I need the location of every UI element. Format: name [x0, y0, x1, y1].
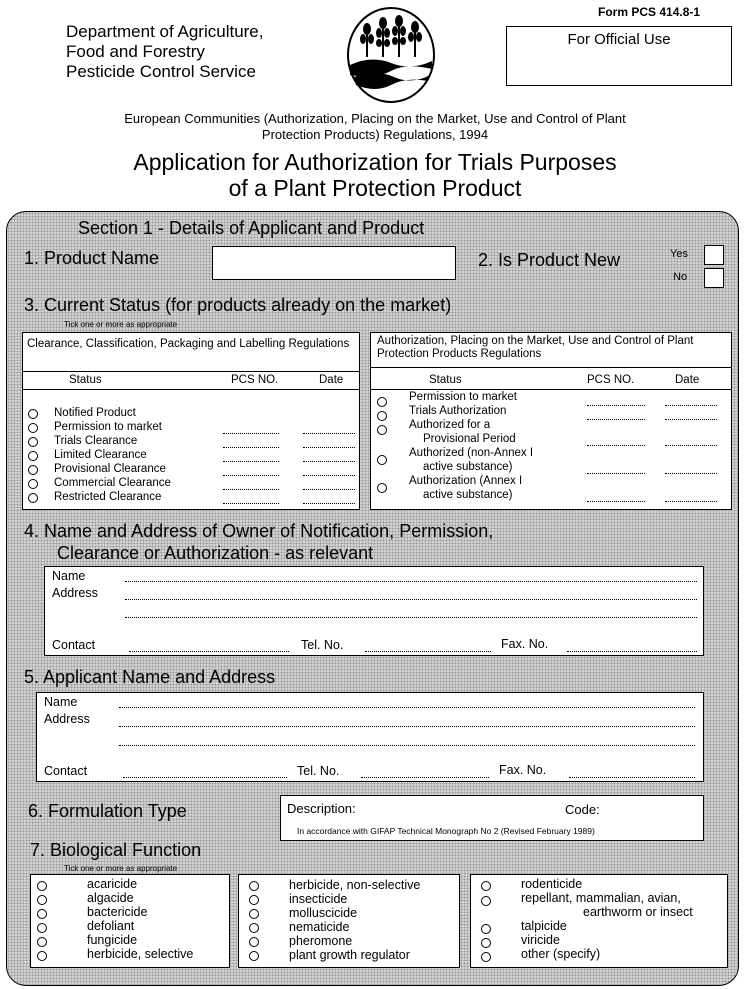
status-option: Commercial Clearance [54, 477, 171, 489]
bio-column-3 [470, 874, 728, 968]
owner-name-line[interactable] [125, 581, 697, 582]
bio-option: nematicide [289, 920, 350, 934]
bio-option: earthworm or insect [583, 905, 693, 919]
radio-authorized-non-annex[interactable] [377, 455, 387, 465]
status-option: Permission to market [54, 421, 163, 433]
radio-plant-growth-regulator[interactable] [249, 951, 259, 961]
bio-option: fungicide [87, 933, 138, 947]
status-option: Trials Authorization [409, 405, 507, 417]
owner-address-line[interactable] [125, 599, 697, 600]
radio-other-specify[interactable] [481, 952, 491, 962]
radio-bactericide[interactable] [37, 909, 47, 919]
radio-molluscicide[interactable] [249, 909, 259, 919]
description-label: Description: [287, 801, 356, 816]
col-status: Status [429, 374, 462, 386]
is-product-new-label: 2. Is Product New [478, 250, 621, 270]
bio-option: defoliant [87, 919, 135, 933]
owner-contact-label: Contact [52, 638, 96, 652]
applicant-tel-line[interactable] [361, 777, 489, 778]
form-number: Form PCS 414.8-1 [598, 5, 701, 19]
yes-label: Yes [670, 248, 688, 260]
official-use-label: For Official Use [567, 31, 671, 48]
bio-option: viricide [521, 933, 560, 947]
owner-contact-line[interactable] [129, 651, 289, 652]
status-left-box [22, 332, 360, 510]
applicant-contact-label: Contact [44, 764, 88, 778]
col-status: Status [69, 374, 102, 386]
radio-provisional-clearance[interactable] [28, 465, 38, 475]
no-checkbox[interactable] [704, 268, 724, 288]
code-label: Code: [565, 802, 600, 817]
radio-repellant[interactable] [481, 896, 491, 906]
bio-option: herbicide, non-selective [289, 878, 421, 892]
yes-checkbox[interactable] [704, 245, 724, 265]
department-name: Department of Agriculture, Food and Forestry Pesticide Control Service [66, 22, 264, 81]
applicant-heading: 5. Applicant Name and Address [24, 667, 276, 687]
product-name-label: 1. Product Name [24, 248, 160, 268]
applicant-address-line[interactable] [119, 726, 695, 727]
radio-nematicide[interactable] [249, 923, 259, 933]
bio-option: insecticide [289, 892, 348, 906]
radio-notified-product[interactable] [28, 409, 38, 419]
radio-herbicide-non-selective[interactable] [249, 881, 259, 891]
status-option: Permission to market [409, 391, 518, 403]
bio-option: other (specify) [521, 947, 601, 961]
section-heading: Section 1 - Details of Applicant and Product [78, 218, 425, 238]
radio-permission-to-market-2[interactable] [377, 397, 387, 407]
bio-option: molluscicide [289, 906, 358, 920]
applicant-address-box [36, 692, 704, 782]
radio-restricted-clearance[interactable] [28, 493, 38, 503]
bio-option: plant growth regulator [289, 948, 410, 962]
status-option: Provisional Period [423, 433, 516, 445]
bio-tick-note: Tick one or more as appropriate [64, 864, 178, 873]
formulation-heading: 6. Formulation Type [28, 801, 187, 821]
status-option: active substance) [423, 489, 513, 501]
tick-note: Tick one or more as appropriate [64, 320, 178, 329]
col-pcs-no: PCS NO. [231, 374, 279, 386]
status-option: Authorized (non-Annex I [409, 447, 534, 459]
bio-option: acaricide [87, 877, 138, 891]
radio-herbicide-selective[interactable] [37, 951, 47, 961]
owner-fax-line[interactable] [567, 651, 697, 652]
owner-address-label: Address [52, 586, 98, 600]
status-option: active substance) [423, 461, 513, 473]
applicant-address-label: Address [44, 712, 90, 726]
applicant-address-line[interactable] [119, 745, 695, 746]
gifap-note: In accordance with GIFAP Technical Monograph No 2 (Revised February 1989) [297, 826, 595, 836]
applicant-name-line[interactable] [119, 707, 695, 708]
status-option: Authorized for a [409, 419, 491, 431]
bio-option: repellant, mammalian, avian, [521, 891, 681, 905]
status-option: Limited Clearance [54, 449, 147, 461]
owner-name-label: Name [52, 569, 86, 583]
applicant-tel-label: Tel. No. [297, 764, 340, 778]
bio-option: bactericide [87, 905, 148, 919]
status-option: Authorization (Annex I [409, 475, 523, 487]
status-option: Provisional Clearance [54, 463, 166, 475]
radio-limited-clearance[interactable] [28, 451, 38, 461]
product-name-input[interactable] [212, 246, 456, 280]
radio-acaricide[interactable] [37, 881, 47, 891]
regulations-text: European Communities (Authorization, Placing on the Market, Use and Control of Plant Protection Products) Regulations, 1994 [124, 111, 626, 142]
left-box-title: Clearance, Classification, Packaging and Labelling Regulations [27, 338, 350, 350]
col-pcs-no: PCS NO. [587, 374, 635, 386]
right-box-title: Authorization, Placing on the Market, Use and Control of Plant Protection Products Regulations [377, 335, 694, 360]
status-option: Notified Product [54, 407, 136, 419]
owner-fax-label: Fax. No. [501, 637, 549, 651]
formulation-box[interactable] [280, 795, 704, 841]
radio-fungicide[interactable] [37, 937, 47, 947]
owner-tel-label: Tel. No. [301, 638, 344, 652]
radio-pheromone[interactable] [249, 937, 259, 947]
col-date: Date [319, 374, 344, 386]
official-use-box [506, 26, 732, 86]
radio-trials-authorization[interactable] [377, 411, 387, 421]
department-logo [346, 5, 436, 105]
owner-address-line[interactable] [125, 617, 697, 618]
radio-rodenticide[interactable] [481, 881, 491, 891]
applicant-fax-label: Fax. No. [499, 763, 547, 777]
radio-viricide[interactable] [481, 938, 491, 948]
status-option: Trials Clearance [54, 435, 138, 447]
radio-defoliant[interactable] [37, 923, 47, 933]
radio-insecticide[interactable] [249, 895, 259, 905]
bio-column-2 [238, 874, 460, 968]
applicant-contact-line[interactable] [123, 777, 287, 778]
owner-address-box [44, 566, 704, 656]
bio-column-1 [30, 874, 230, 968]
owner-heading: 4. Name and Address of Owner of Notification, Permission, Clearance or Authorization - as relevant [24, 521, 494, 563]
bio-option: talpicide [521, 919, 567, 933]
no-label: No [673, 271, 688, 283]
current-status-heading: 3. Current Status (for products already on the market) [24, 295, 452, 315]
radio-authorization-annex[interactable] [377, 483, 387, 493]
bio-option: rodenticide [521, 877, 583, 891]
radio-trials-clearance[interactable] [28, 437, 38, 447]
radio-permission-to-market[interactable] [28, 423, 38, 433]
col-date: Date [675, 374, 700, 386]
bio-option: algacide [87, 891, 134, 905]
applicant-fax-line[interactable] [569, 777, 695, 778]
biological-function-heading: 7. Biological Function [30, 840, 202, 860]
status-option: Restricted Clearance [54, 491, 162, 503]
bio-option: pheromone [289, 934, 353, 948]
owner-tel-line[interactable] [365, 651, 491, 652]
status-right-box [370, 332, 732, 510]
radio-algacide[interactable] [37, 895, 47, 905]
bio-option: herbicide, selective [87, 947, 194, 961]
radio-authorized-provisional[interactable] [377, 425, 387, 435]
radio-talpicide[interactable] [481, 924, 491, 934]
page-title: Application for Authorization for Trials Purposes of a Plant Protection Product [133, 149, 617, 201]
radio-commercial-clearance[interactable] [28, 479, 38, 489]
applicant-name-label: Name [44, 695, 78, 709]
